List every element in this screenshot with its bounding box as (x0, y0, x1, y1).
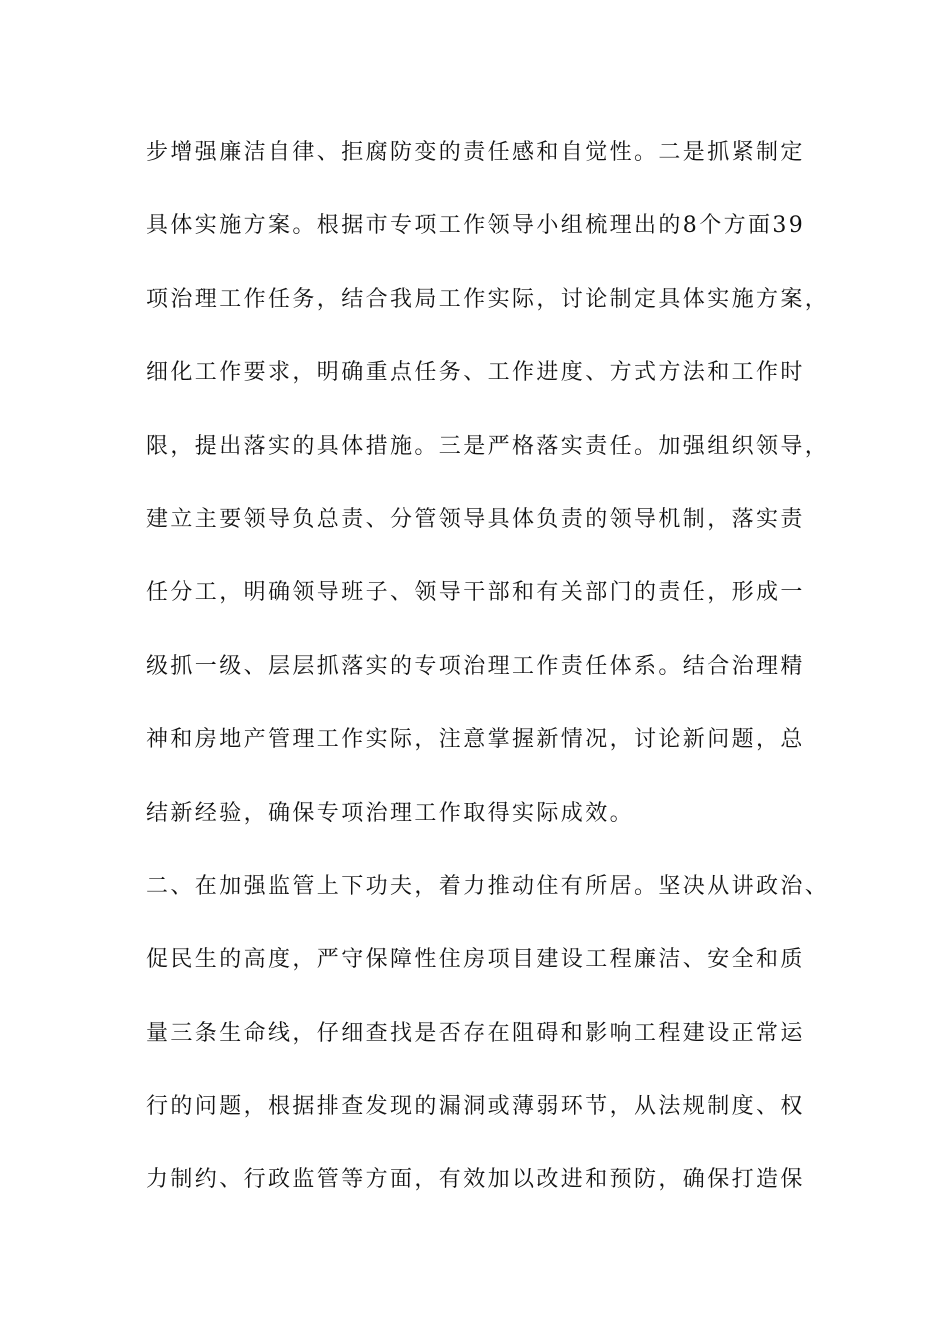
text-line-1: 步增强廉洁自律、拒腐防变的责任感和自觉性。二是抓紧制定 (146, 140, 805, 165)
text-line-4: 细化工作要求，明确重点任务、工作进度、方式方法和工作时 (146, 360, 805, 386)
text-line-7: 任分工，明确领导班子、领导干部和有关部门的责任，形成一 (146, 580, 805, 606)
text-line-9: 神和房地产管理工作实际，注意掌握新情况，讨论新问题，总 (146, 727, 805, 753)
text-line-15: 力制约、行政监管等方面，有效加以改进和预防，确保打造保 (146, 1167, 805, 1193)
text-line-5: 限，提出落实的具体措施。三是严格落实责任。加强组织领导， (146, 433, 830, 459)
text-line-14: 行的问题，根据排查发现的漏洞或薄弱环节，从法规制度、权 (146, 1094, 805, 1120)
text-line-10: 结新经验，确保专项治理工作取得实际成效。 (146, 800, 635, 826)
text-line-13: 量三条生命线，仔细查找是否存在阻碍和影响工程建设正常运 (146, 1020, 805, 1046)
text-line-2: 具体实施方案。根据市专项工作领导小组梳理出的8个方面39 (146, 213, 806, 239)
body-text (146, 130, 836, 1231)
text-line-6: 建立主要领导负总责、分管领导具体负责的领导机制，落实责 (146, 506, 805, 532)
section-heading-line: 二、在加强监管上下功夫，着力推动住有所居。坚决从讲政治、 (146, 873, 830, 899)
text-line-3: 项治理工作任务，结合我局工作实际，讨论制定具体实施方案， (146, 286, 830, 312)
text-line-12: 促民生的高度，严守保障性住房项目建设工程廉洁、安全和质 (146, 947, 805, 973)
text-line-8: 级抓一级、层层抓落实的专项治理工作责任体系。结合治理精 (146, 653, 805, 679)
